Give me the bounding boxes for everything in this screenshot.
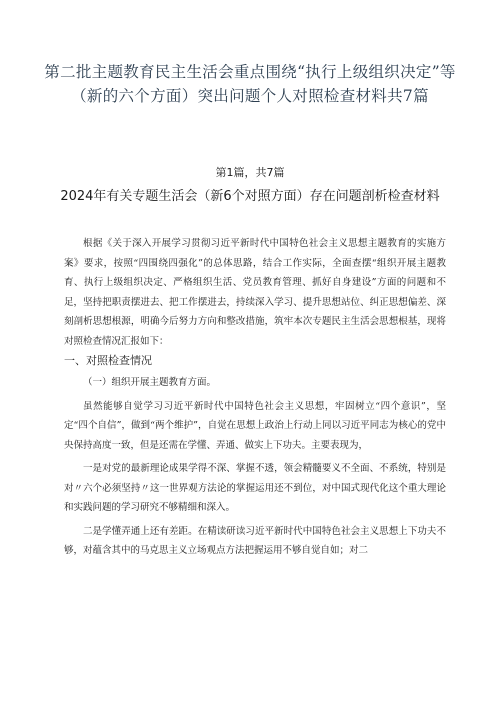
section-title: 2024年有关专题生活会（新6个对照方面）存在问题剖析检查材料 <box>60 189 440 204</box>
body-paragraph: 虽然能够自觉学习习近平新时代中国特色社会主义思想，牢固树立“四个意识”，坚定“四个自信”，做到“两个维护”，自觉在思想上政治上行动上同以习近平同志为核心的党中央保持高度一致，但是还需在学懂、弄通、做实上下功夫。主要表现为， <box>64 400 446 451</box>
document-title: 第二批主题教育民主生活会重点围绕“执行上级组织决定”等（新的六个方面）突出问题个人对照检查材料共7篇 <box>44 63 456 105</box>
document-body <box>64 234 446 561</box>
subsection-heading: （一）组织开展主题教育方面。 <box>83 377 217 388</box>
section-heading: 一、对照检查情况 <box>64 354 152 367</box>
body-paragraph: 二是学懂弄通上还有差距。在精读研读习近平新时代中国特色社会主义思想上下功夫不够，对蕴含其中的马克思主义立场观点方法把握运用不够自觉自如；对二 <box>64 525 446 556</box>
page-counter: 第1篇，共7篇 <box>215 166 285 179</box>
body-paragraph: 一是对党的最新理论成果学得不深、掌握不透，领会精髓要义不全面、不系统，特别是对〃六个必须坚持〃这一世界观方法论的掌握运用还不到位，对中国式现代化这个重大理论和实践问题的学习研究不够精细和深入。 <box>64 463 446 513</box>
intro-paragraph: 根据《关于深入开展学习贯彻习近平新时代中国特色社会主义思想主题教育的实施方案》要求，按照“四围绕四强化”的总体思路，结合工作实际，全面查摆“组织开展主题教育、执行上级组织决定、严格组织生活、党员教育管理、抓好自身建设”方面的问题和不足，坚持把职责摆进去、把工作摆进去，持续深入学习、提升思想站位、纠正思想偏差、深刻剖析思想根源，明确今后努力方向和整改措施，筑牢本次专题民主生活会思想根基，现将对照检查情况汇报如下： <box>64 238 446 347</box>
